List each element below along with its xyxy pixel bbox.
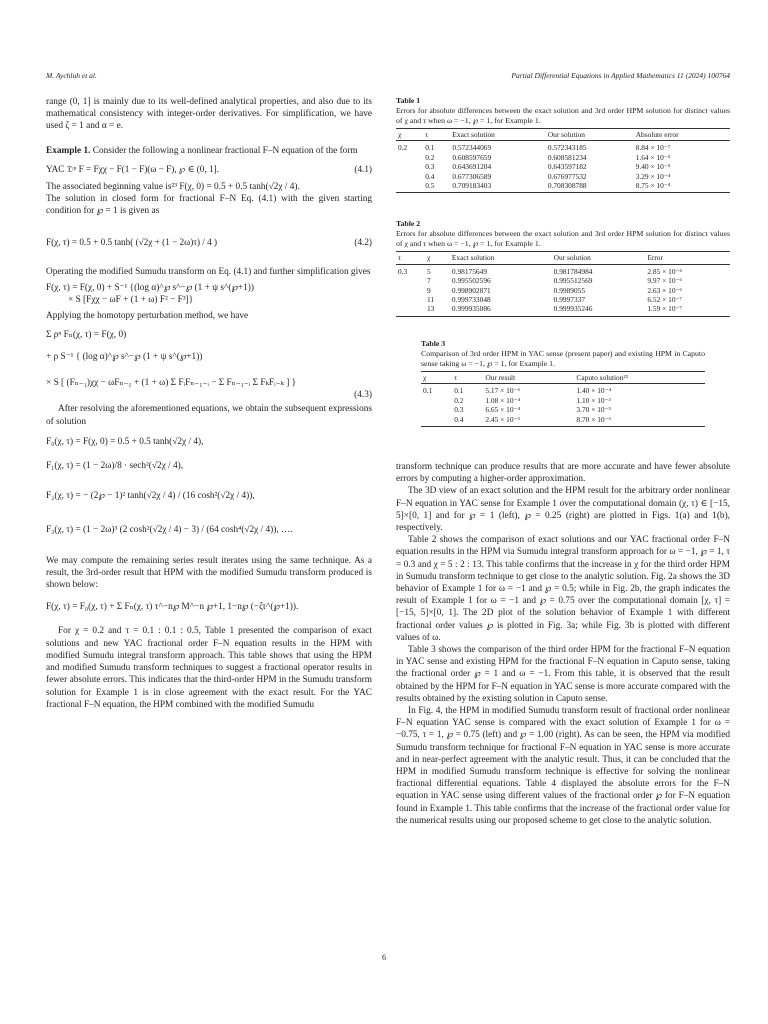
table-header: χ (421, 371, 452, 383)
right-paragraph-1: transform technique can produce results that are more accurate and have fewer absolute errors by computing a higher-order approximation. (396, 461, 730, 485)
initial-condition-text: The associated beginning value is²³ F(χ, 0) = 0.5 + 0.5 tanh(√2χ / 4). (46, 182, 300, 193)
table-header: χ (396, 129, 423, 141)
table-row: 0.2 0.1 0.572344069 0.572343185 8.84 × 10⁻⁷ (398, 143, 671, 153)
table-header: Caputo solution²³ (574, 371, 705, 383)
table-1-grid (396, 128, 730, 193)
left-column (46, 96, 372, 711)
table-header: Our solution (552, 252, 646, 264)
table-header: τ (452, 371, 483, 383)
sumudu-equation: F(χ, τ) = F(χ, 0) + S⁻¹ {(log α)^℘ s^−℘ (1 + ψ s^(℘+1)) × S [Fχχ − ωF + (1 + ω) F² − F³]} (46, 283, 254, 306)
table-2-caption: Errors for absolute differences between the exact solution and 3rd order HPM solution for distinct values of χ and τ when ω = −1, ℘ = 1, for Example 1. (396, 229, 730, 249)
closed-form-text: The solution in closed form for fractional F–N Eq. (4.1) with the given starting condition for ℘ = 1 is given as (46, 194, 372, 217)
right-paragraph-5: In Fig. 4, the HPM in modified Sumudu transform result of fractional order nonlinear F–N equation YAC sense is compared with the exact solution of Example 1 for ω = −0.75, τ = 1, ℘ = 0.75 (left) and ℘ = 1.00 (right). As can be seen, the HPM via modified Sumudu transform technique for fractional F–N equation in YAC sense is more accurate and in near-perfect agreement with the analytic result. Thus, it can be concluded that the HPM in modified Sumudu transform technique is effective for solving the nonlinear fractional differential equations. Table 4 displayed the absolute errors for the F–N equation in YAC sense using different values of the fractional order ℘ for F–N equation found in Example 1. This table confirms that the increase of the fractional order value for the numerical results using our proposed scheme to get close to the analytic solution. (396, 705, 730, 826)
table-row: 11 0.999733048 0.9997337 6.52 × 10⁻⁷ (426, 295, 683, 305)
table-row: 0.4 0.677306589 0.676977532 3.29 × 10⁻⁴ (425, 171, 671, 181)
equation-4-3: Σ ρⁿ Fₙ(χ, τ) = F(χ, 0) + ρ S⁻¹ { (log α)^℘ s^−℘ (1 + ψ s^(℘+1)) × S [ (Fₙ₋₁)χχ − ωFₙ₋₁ + (1 + ω) Σ FᵢFₙ₋₁₋ᵢ − Σ Fₙ₋₁₋ᵢ Σ FₖFᵢ₋ₖ ] } (4.3) (46, 329, 372, 401)
f1-expression: F₁(χ, τ) = (1 − 2ω)/8 · sech²(√2χ / 4), (46, 461, 184, 472)
table-header: Error (645, 252, 730, 264)
table-1-caption: Errors for absolute differences between the exact solution and 3rd order HPM solution for distinct values of χ and τ when ω = −1, ℘ = 1, for Example 1. (396, 106, 730, 125)
equation-4-2: F(χ, τ) = 0.5 + 0.5 tanh( (√2χ + (1 − 2ω)τ) / 4 ) (4.2) (46, 236, 372, 247)
table-row: 7 0.995502596 0.995512569 9.97 × 10⁻⁶ (426, 276, 683, 286)
table-header: Exact solution (450, 129, 545, 141)
sumudu-text: Operating the modified Sumudu transform on Eq. (4.1) and further simplification gives (46, 266, 371, 277)
compute-text: We may compute the remaining series result iterates using the same technique. As a result, the 3rd-order result that HPM with the modified Sumudu transform produced is shown below: (46, 555, 372, 591)
right-column (396, 96, 730, 827)
table1-discussion: For χ = 0.2 and τ = 0.1 : 0.1 : 0.5, Table 1 presented the comparison of exact solutions and new YAC fractional order F–N equation results in the HPM with modified Sumudu integral transform approach. This table shows that using the HPM and modified Sumudu transform techniques to suggest a fractional operator results in fewer absolute errors. This indicates that the third-order HPM in the Sumudu transform solution for Example 1 is in close agreement with the exact result. For the YAC fractional F–N equation, the HPM combined with the modified Sumudu (46, 626, 372, 710)
running-header-authors: M. Aychluh et al. (46, 71, 97, 80)
f0-expression: F₀(χ, τ) = F(χ, 0) = 0.5 + 0.5 tanh(√2χ / 4), (46, 436, 204, 447)
example-text: Consider the following a nonlinear fractional F–N equation of the form (92, 145, 358, 156)
table-2 (396, 219, 730, 316)
table-header: Exact solution (450, 252, 552, 264)
right-paragraph-3: Table 2 shows the comparison of exact solutions and our YAC fractional order F–N equation results in the HPM via Sumudu integral transform approach for ω = −1, ℘ = 1, τ = 0.3 and χ = 5 : 2 : 13. This table confirms that the increase in χ for the third order HPM in Sumudu transform technique to get close to the analytic solution. Fig. 2a shows the 3D behavior of Example 1 for ω = −1 and ℘ = 0.5; while in Fig. 2b, the graph indicates the result of Example 1 for ω = −1 and ℘ = 0.75 over the computational domain [χ, τ] = [−15, 5]×[0, 1]. The 2D plot of the solution behavior of Example 1 with different fractional order values ℘ is plotted in Fig. 3a; while Fig. 3b is plotted with different values of ω. (396, 535, 730, 643)
table-header: Absolute error (634, 129, 730, 141)
intro-paragraph: range (0, 1] is mainly due to its well-defined analytical properties, and also due to its mathematical consistency with integer-order derivatives. For simplification, we have used ζ = 1 and α = e. (46, 97, 372, 132)
running-header-journal: Partial Differential Equations in Applied Mathematics 11 (2024) 100764 (511, 71, 730, 80)
table-3-grid (421, 371, 705, 427)
f2-expression: F₂(χ, τ) = − (2℘ − 1)² tanh(√2χ / 4) / (16 cosh²(√2χ / 4)), (46, 491, 255, 502)
homotopy-text: Applying the homotopy perturbation method, we have (46, 311, 249, 322)
table-row: 0.5 0.709183403 0.708308788 8.75 × 10⁻⁴ (396, 181, 730, 193)
equation-4-1: YAC 𝔇ᵖ F = Fχχ − F(1 − F)(ω − F), ℘ ∈ (0, 1]. (4.1) (46, 163, 372, 174)
table-row: 0.4 2.45 × 10⁻³ 8.70 × 10⁻³ (421, 415, 705, 427)
solution-components (46, 436, 372, 537)
resolving-text: After resolving the aforementioned equations, we obtain the subsequent expressions of solution (46, 404, 372, 427)
table-header: Our result (483, 371, 574, 383)
table-header: Our solution (546, 129, 634, 141)
table-row: 13 0.999935086 0.999935246 1.59 × 10⁻⁷ (396, 304, 730, 316)
table-header: τ (423, 129, 450, 141)
example-label: Example 1. (46, 145, 91, 156)
table-2-grid (396, 251, 730, 316)
example-1-paragraph (46, 145, 372, 157)
table-row: 9 0.998902871 0.9989055 2.63 × 10⁻⁶ (426, 285, 683, 295)
table-3-label: Table 3 (421, 338, 446, 348)
table-row: 0.2 0.608597659 0.608581234 1.64 × 10⁻⁵ (425, 152, 671, 162)
table-row: 0.2 1.08 × 10⁻⁴ 1.10 × 10⁻³ (454, 395, 611, 405)
table-row: 0.3 5 0.98175649 0.981784984 2.85 × 10⁻⁵ (398, 266, 683, 276)
table-2-label: Table 2 (396, 219, 421, 229)
final-equation: F(χ, τ) = F₀(χ, τ) + Σ Fₙ(χ, τ) τ^−n℘ M^−n ℘+1, 1−n℘ (−ζτ^(℘+1)). (46, 602, 299, 613)
right-paragraph-4: Table 3 shows the comparison of the third order HPM for the fractional F–N equation in YAC sense and existing HPM for the fractional F–N equation in Caputo sense, taking the fractional order ℘ = 1 and ω = −1. From this table, it is observed that the result obtained by the HPM for F–N equation in YAC sense is more accurate compared with the results obtained by the existing solution in Caputo sense. (396, 644, 730, 704)
table-1 (396, 96, 730, 193)
page-number: 6 (382, 953, 386, 962)
f3-expression: F₃(χ, τ) = (1 − 2ω)³ (2 cosh²(√2χ / 4) − 3) / (64 cosh⁴(√2χ / 4)), …. (46, 525, 293, 536)
table-row: 0.1 0.1 5.17 × 10⁻⁶ 1.40 × 10⁻⁴ (423, 386, 612, 396)
table-1-label: Table 1 (396, 96, 421, 105)
right-paragraph-2: The 3D view of an exact solution and the HPM result for the arbitrary order nonlinear F–N equation in YAC sense for Example 1 over the computational domain (χ, τ) ∈ [−15, 5]×[0, 1] and for ℘ = 1 (left), ℘ = 0.25 (right) are plotted in Figs. 1(a) and 1(b), respectively. (396, 486, 730, 533)
table-3-caption: Comparison of 3rd order HPM in YAC sense (present paper) and existing HPM in Caputo sense taking ω = −1, ℘ = 1, for Example 1. (421, 348, 705, 368)
table-row: 0.3 0.643691204 0.643597182 9.40 × 10⁻⁵ (425, 162, 671, 172)
table-header: τ (396, 252, 425, 264)
table-3 (421, 339, 705, 427)
table-row: 0.3 6.65 × 10⁻⁴ 3.70 × 10⁻³ (454, 405, 611, 415)
table-header: χ (425, 252, 450, 264)
